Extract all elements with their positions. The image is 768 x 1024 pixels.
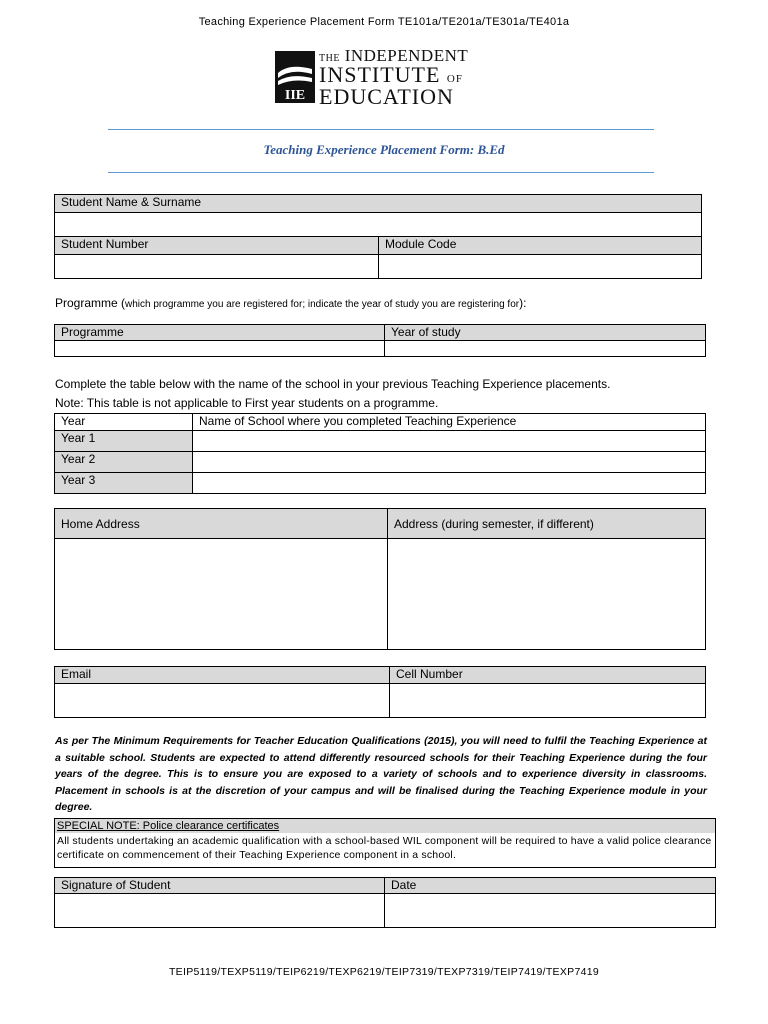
iie-logo-icon: [275, 51, 315, 103]
programme-intro: [55, 296, 715, 310]
logo-of: OF: [446, 73, 463, 85]
col-school-header: Name of School where you completed Teaching Experience: [193, 414, 706, 431]
contact-table: [54, 666, 706, 718]
date-field[interactable]: [385, 894, 716, 928]
placements-intro-line1: Complete the table below with the name of the school in your previous Teaching Experience placements.: [55, 377, 611, 391]
form-code-header: Teaching Experience Placement Form TE101a/TE201a/TE301a/TE401a: [198, 16, 570, 28]
year-1-label: Year 1: [55, 431, 193, 452]
logo-independent: INDEPENDENT: [344, 46, 469, 65]
special-note-box: [54, 818, 716, 868]
signature-label: Signature of Student: [55, 878, 385, 894]
student-name-field[interactable]: [55, 213, 702, 237]
year-3-label: Year 3: [55, 473, 193, 494]
semester-address-field[interactable]: [388, 539, 706, 650]
module-codes-footer: TEIP5119/TEXP5119/TEIP6219/TEXP6219/TEIP7319/TEXP7319/TEIP7419/TEXP7419: [168, 966, 600, 978]
home-address-label: Home Address: [55, 509, 388, 539]
programme-table: [54, 324, 706, 357]
email-field[interactable]: [55, 684, 390, 718]
logo-education: EDUCATION: [319, 84, 454, 109]
logo-institute: INSTITUTE: [319, 62, 441, 87]
special-note-title: SPECIAL NOTE: Police clearance certificates: [55, 819, 715, 833]
home-address-field[interactable]: [55, 539, 388, 650]
email-label: Email: [55, 667, 390, 684]
programme-label: Programme: [55, 325, 385, 341]
year-2-school-field[interactable]: [193, 452, 706, 473]
cell-number-label: Cell Number: [390, 667, 706, 684]
year-2-label: Year 2: [55, 452, 193, 473]
cell-number-field[interactable]: [390, 684, 706, 718]
student-name-label: Student Name & Surname: [55, 195, 702, 213]
logo-wordmark: [319, 47, 468, 108]
requirements-note: As per The Minimum Requirements for Teacher Education Qualifications (2015), you will need to fulfil the Teaching Experience at a suitable school. Students are expected to attend differently resourced schools for their Teaching Experience during the four years of the degree. This is to ensure you are exposed to a variety of schools and to experience diversity in classrooms. Placement in schools is at the discretion of your campus and will be finalised during the Teaching Experience module in your degree.: [55, 735, 707, 813]
year-3-school-field[interactable]: [193, 473, 706, 494]
logo-the: THE: [319, 53, 340, 64]
logo-mark-text: IIE: [284, 88, 306, 103]
placements-intro-note: Note: This table is not applicable to First year students on a programme.: [55, 396, 439, 410]
col-year-header: Year: [55, 414, 193, 431]
module-code-label: Module Code: [379, 237, 702, 255]
form-title: Teaching Experience Placement Form: B.Ed: [263, 142, 505, 157]
signature-table: [54, 877, 716, 928]
iie-logo: [275, 47, 487, 109]
student-details-table: [54, 194, 702, 279]
semester-address-label: Address (during semester, if different): [388, 509, 706, 539]
signature-field[interactable]: [55, 894, 385, 928]
year-of-study-field[interactable]: [385, 341, 706, 357]
title-rule-top: [108, 129, 654, 130]
date-label: Date: [385, 878, 716, 894]
programme-field[interactable]: [55, 341, 385, 357]
placements-intro: [55, 375, 715, 413]
student-number-label: Student Number: [55, 237, 379, 255]
title-rule-bottom: [108, 172, 654, 173]
programme-intro-lead: Programme (: [55, 296, 126, 310]
year-1-school-field[interactable]: [193, 431, 706, 452]
programme-intro-detail: which programme you are registered for; indicate the year of study you are registering for: [125, 299, 520, 310]
module-code-field[interactable]: [379, 255, 702, 279]
placements-table: [54, 413, 706, 494]
year-of-study-label: Year of study: [385, 325, 706, 341]
student-number-field[interactable]: [55, 255, 379, 279]
address-table: [54, 508, 706, 650]
programme-intro-tail: ):: [519, 296, 527, 310]
special-note-body: All students undertaking an academic qualification with a school-based WIL component will be required to have a valid police clearance certificate on commencement of their Teaching Experience component in a school.: [57, 835, 712, 861]
